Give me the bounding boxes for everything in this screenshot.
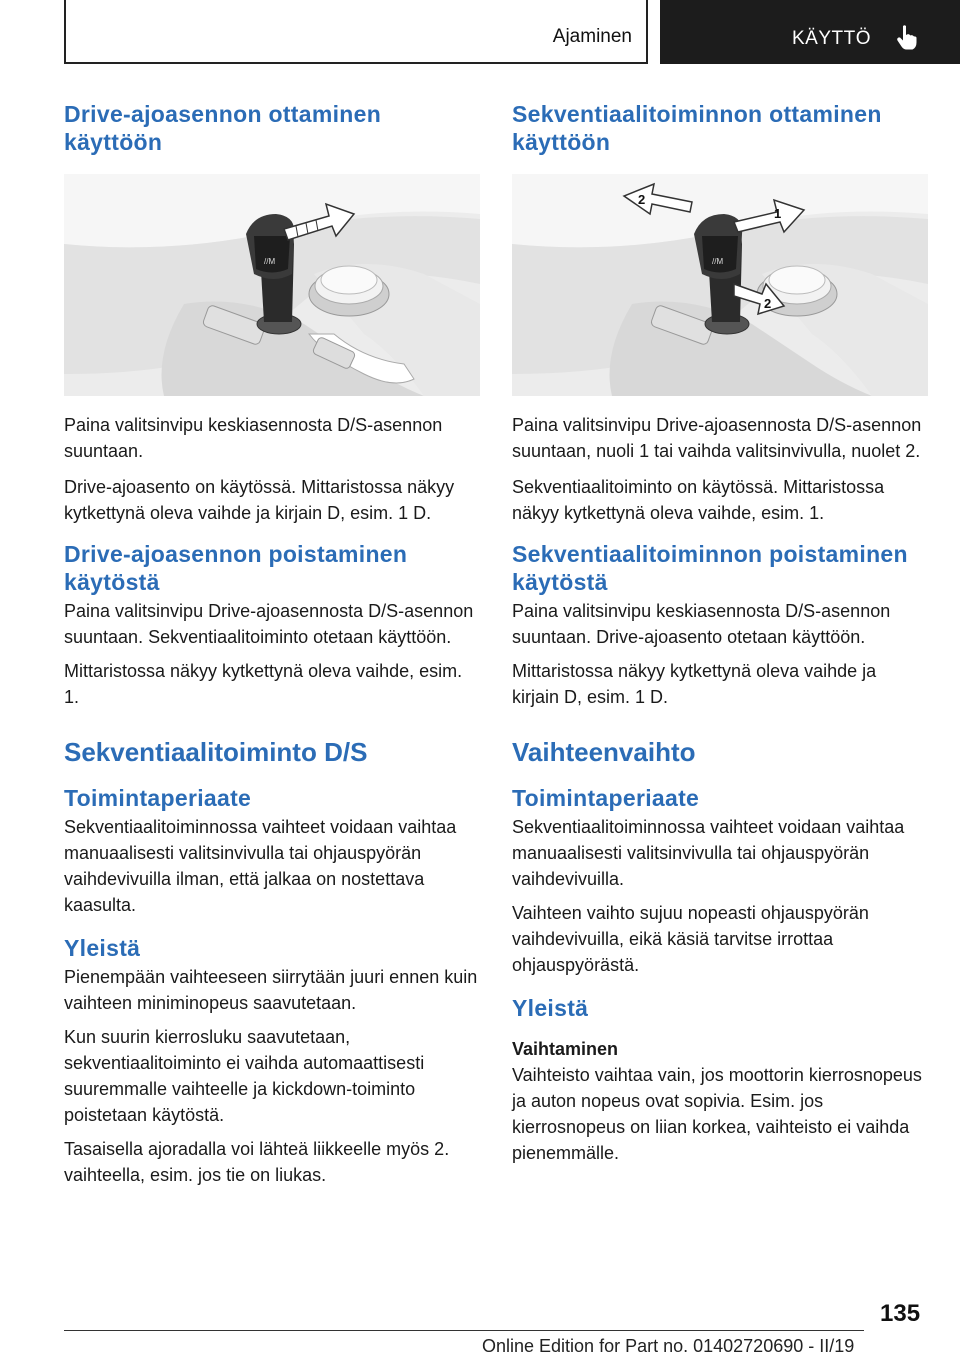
header-chapter-title: KÄYTTÖ <box>792 28 872 49</box>
para-drive-off-2: Mittaristossa näkyy kytkettynä oleva vaihde, esim. 1. <box>64 661 463 707</box>
heading-drive-on: Drive-ajoasennon ottaminen käyttöön <box>64 101 382 155</box>
header-section-box <box>64 0 648 64</box>
heading-principle-left: Toimintaperiaate <box>64 785 252 811</box>
para-drive-on-2: Drive-ajoasento on käytössä. Mittaristossa näkyy kytkettynä oleva vaihde ja kirjain D, esim. 1 D. <box>64 477 455 523</box>
figure-gear-selector-drive <box>64 174 480 396</box>
svg-text:2: 2 <box>764 296 772 311</box>
left-column <box>64 100 480 1188</box>
heading-drive-off: Drive-ajoasennon poistaminen käytöstä <box>64 541 408 595</box>
heading-general-right: Yleistä <box>512 995 589 1021</box>
para-drive-on-1: Paina valitsinvipu keskiasennosta D/S-asennon suuntaan. <box>64 415 443 461</box>
para-seq-on-2: Sekventiaalitoiminto on käytössä. Mittaristossa näkyy kytkettynä oleva vaihde, esim. 1. <box>512 477 885 523</box>
heading-sequential: Sekventiaalitoiminto D/S <box>64 737 368 767</box>
footer-divider <box>64 1330 864 1331</box>
heading-seq-off: Sekventiaalitoiminnon poistaminen käytöstä <box>512 541 908 595</box>
header-chapter-box <box>660 0 960 64</box>
para-shifting: Vaihteisto vaihtaa vain, jos moottorin kierrosnopeus ja auton nopeus ovat sopivia. Esim. jos kierrosnopeus on liian korkea, vaihteisto ei vaihda pienemmälle. <box>512 1065 922 1163</box>
para-general-1: Pienempään vaihteeseen siirrytään juuri ennen kuin vaihteen miniminopeus saavutetaan. <box>64 967 478 1013</box>
para-principle-left: Sekventiaalitoiminnossa vaihteet voidaan vaihtaa manuaalisesti valitsinvivulla tai ohjauspyörän vaihdevivuilla ilman, että jalkaa on nostettava kaasulta. <box>64 817 457 915</box>
para-drive-off-1: Paina valitsinvipu Drive-ajoasennosta D/S-asennon suuntaan. Sekventiaalitoiminto otetaan käyttöön. <box>64 601 474 647</box>
hand-pointer-icon <box>896 24 918 55</box>
heading-gear-shift: Vaihteenvaihto <box>512 737 696 767</box>
para-principle-right-1: Sekventiaalitoiminnossa vaihteet voidaan vaihtaa manuaalisesti valitsinvivulla tai ohjauspyörän vaihdevivuilla. <box>512 817 905 889</box>
heading-general-left: Yleistä <box>64 935 141 961</box>
header-section-title: Ajaminen <box>552 26 632 47</box>
svg-text://M: //M <box>264 257 276 266</box>
para-seq-off-2: Mittaristossa näkyy kytkettynä oleva vaihde ja kirjain D, esim. 1 D. <box>512 661 877 707</box>
heading-principle-right: Toimintaperiaate <box>512 785 700 811</box>
para-general-3: Tasaisella ajoradalla voi lähteä liikkeelle myös 2. vaihteella, esim. jos tie on liukas. <box>64 1139 450 1185</box>
svg-text:2: 2 <box>638 192 646 207</box>
svg-text:1: 1 <box>774 206 782 221</box>
page-header <box>0 0 960 66</box>
para-general-2: Kun suurin kierrosluku saavutetaan, sekventiaalitoiminto ei vaihda automaattisesti suuremmalle vaihteelle ja kickdown-toiminto poistetaan käytöstä. <box>64 1027 425 1125</box>
heading-seq-on: Sekventiaalitoiminnon ottaminen käyttöön <box>512 101 882 155</box>
para-principle-right-2: Vaihteen vaihto sujuu nopeasti ohjauspyörän vaihdevivuilla, eikä käsiä tarvitse irrottaa ohjauspyörästä. <box>512 903 869 975</box>
figure-gear-selector-sequential <box>512 174 928 396</box>
right-column <box>512 100 928 1166</box>
page-number: 135 <box>880 1300 921 1327</box>
para-seq-off-1: Paina valitsinvipu keskiasennosta D/S-asennon suuntaan. Drive-ajoasento otetaan käyttöön. <box>512 601 891 647</box>
footer-edition: Online Edition for Part no. 01402720690 - II/19 <box>482 1336 855 1356</box>
para-seq-on-1: Paina valitsinvipu Drive-ajoasennosta D/S-asennon suuntaan, nuoli 1 tai vaihda valitsinvivulla, nuolet 2. <box>512 415 922 461</box>
svg-text://M: //M <box>712 257 724 266</box>
subheading-shifting: Vaihtaminen <box>512 1039 619 1059</box>
